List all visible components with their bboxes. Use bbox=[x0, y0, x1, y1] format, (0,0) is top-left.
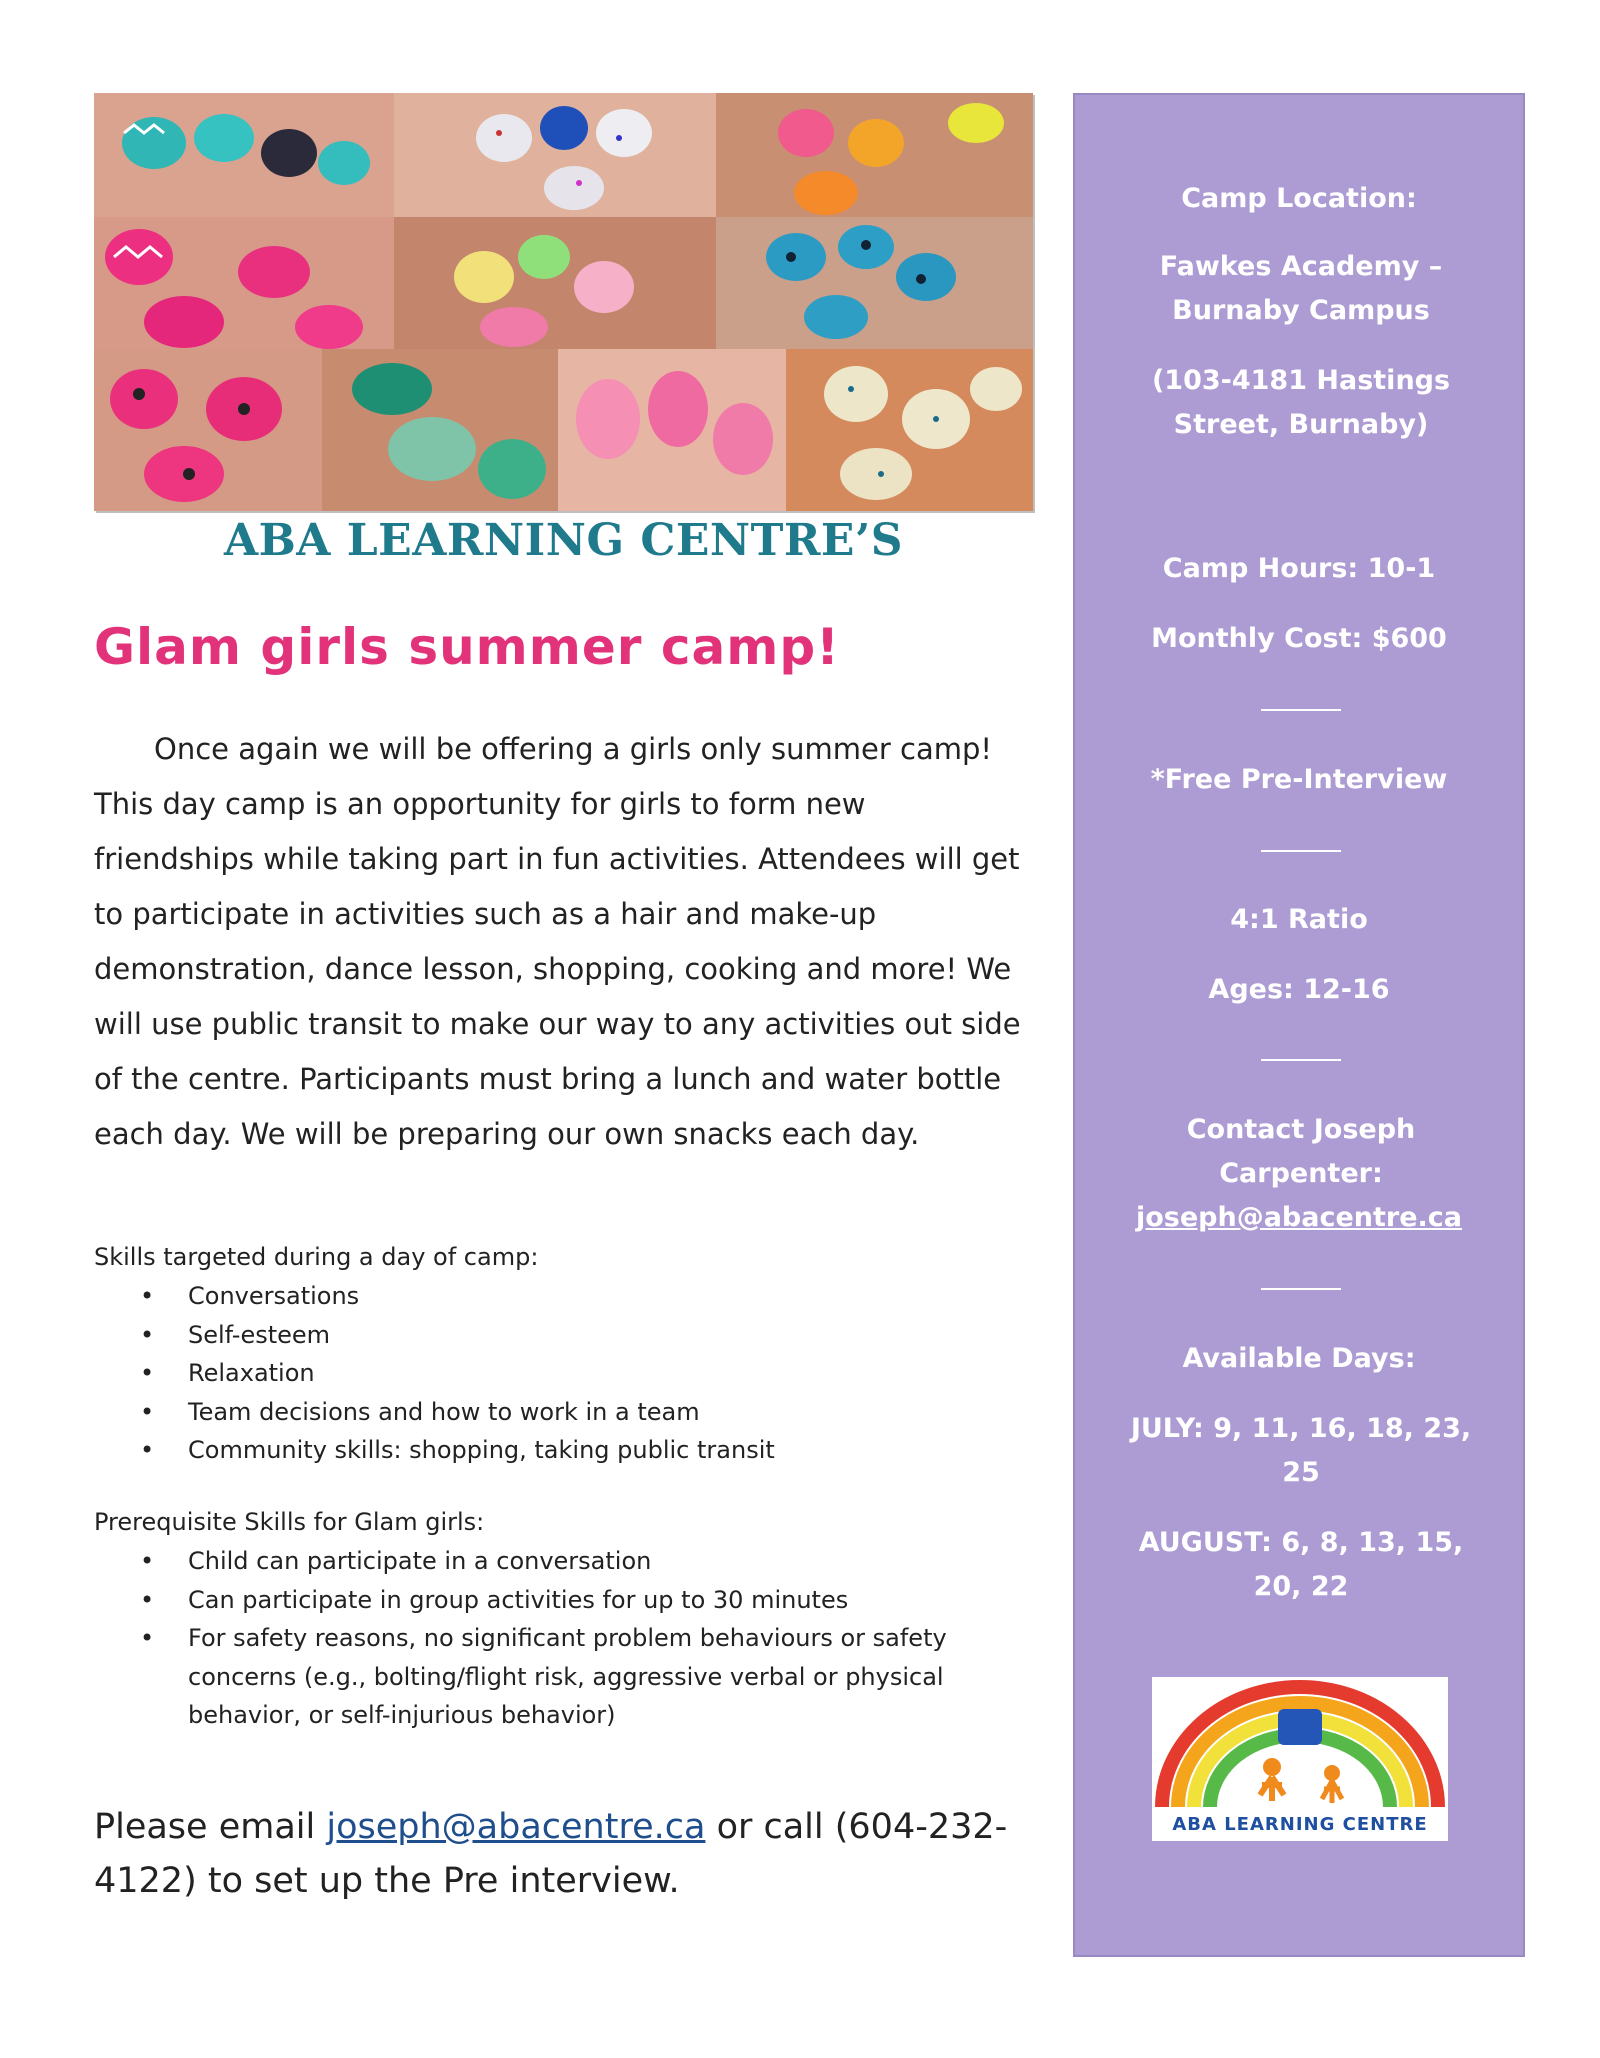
contact-label: Contact Joseph Carpenter: bbox=[1186, 1114, 1416, 1189]
list-item: • Can participate in group activities for up to 30 minutes bbox=[188, 1581, 988, 1620]
organization-headline: ABA LEARNING CENTRE’S bbox=[223, 515, 904, 566]
list-item: • Child can participate in a conversation bbox=[188, 1542, 988, 1581]
contact-email-link[interactable]: joseph@abacentre.ca bbox=[1135, 1202, 1463, 1233]
intro-paragraph: Once again we will be offering a girls only summer camp! This day camp is an opportunity for girls to form new friendships while taking part in fun activities. Attendees will get to participate in activities such as a hair and make-up demonstration, dance lesson, shopping, cooking and more! We will use public transit to make our way to any activities out side of the centre. Participants must bring a lunch and water bottle each day. We will be preparing our own snacks each day. bbox=[94, 732, 1021, 1151]
list-item: • Relaxation bbox=[188, 1354, 1048, 1393]
info-sidebar bbox=[1073, 93, 1525, 1957]
list-item: • Self-esteem bbox=[188, 1316, 1048, 1355]
divider bbox=[1261, 709, 1341, 711]
aba-logo bbox=[1152, 1677, 1448, 1841]
cta-text: or call (604-232-4122) to set up the Pre interview. bbox=[94, 1807, 1008, 1901]
divider bbox=[1261, 850, 1341, 852]
nail-photo-teal-chevron bbox=[94, 93, 394, 217]
monthly-cost: Monthly Cost: $600 bbox=[1151, 623, 1447, 654]
nail-photo-orange-yellow bbox=[716, 93, 1033, 217]
nail-photo-pink-chevron bbox=[94, 217, 394, 349]
nail-photo-speckled bbox=[786, 349, 1033, 511]
staff-ratio: 4:1 Ratio bbox=[1230, 904, 1368, 935]
prereq-list bbox=[94, 1542, 988, 1735]
nail-photo-pink-leopard bbox=[94, 349, 322, 511]
nail-photo-neon-marble bbox=[394, 217, 716, 349]
call-to-action bbox=[94, 1800, 1014, 1908]
camp-title: Glam girls summer camp! bbox=[94, 618, 840, 676]
cta-text: Please email bbox=[94, 1807, 327, 1847]
nail-photo-blue-leopard bbox=[716, 217, 1033, 349]
prereq-label: Prerequisite Skills for Glam girls: bbox=[94, 1508, 485, 1536]
divider bbox=[1261, 1059, 1341, 1061]
available-days-label: Available Days: bbox=[1182, 1343, 1416, 1374]
skills-label: Skills targeted during a day of camp: bbox=[94, 1243, 539, 1271]
july-dates: JULY: 9, 11, 16, 18, 23, 25 bbox=[1130, 1413, 1472, 1488]
camp-location-label: Camp Location: bbox=[1181, 183, 1417, 214]
list-item: • Community skills: shopping, taking public transit bbox=[188, 1431, 1048, 1470]
camp-address: (103-4181 Hastings Street, Burnaby) bbox=[1151, 365, 1451, 440]
list-item: • Team decisions and how to work in a team bbox=[188, 1393, 1048, 1432]
list-item: • For safety reasons, no significant problem behaviours or safety concerns (e.g., bolting/flight risk, aggressive verbal or physical behavior, or self-injurious behavior) bbox=[188, 1619, 988, 1735]
logo-text: ABA LEARNING CENTRE bbox=[1172, 1814, 1428, 1835]
cta-email-link[interactable]: joseph@abacentre.ca bbox=[326, 1807, 706, 1847]
skills-list bbox=[94, 1277, 1048, 1470]
divider bbox=[1261, 1288, 1341, 1290]
contact-email-wrap bbox=[1075, 1196, 1523, 1240]
nail-photo-pink-ombre bbox=[558, 349, 786, 511]
camp-venue: Fawkes Academy – Burnaby Campus bbox=[1159, 251, 1443, 326]
pre-interview-note: *Free Pre-Interview bbox=[1150, 764, 1448, 795]
nail-photo-green-glitter bbox=[322, 349, 558, 511]
nail-photo-collage bbox=[94, 93, 1033, 511]
august-dates: AUGUST: 6, 8, 13, 15, 20, 22 bbox=[1138, 1527, 1464, 1602]
nail-photo-glitter-blue bbox=[394, 93, 716, 217]
list-item: • Conversations bbox=[188, 1277, 1048, 1316]
age-range: Ages: 12-16 bbox=[1208, 974, 1390, 1005]
camp-hours: Camp Hours: 10-1 bbox=[1162, 553, 1436, 584]
